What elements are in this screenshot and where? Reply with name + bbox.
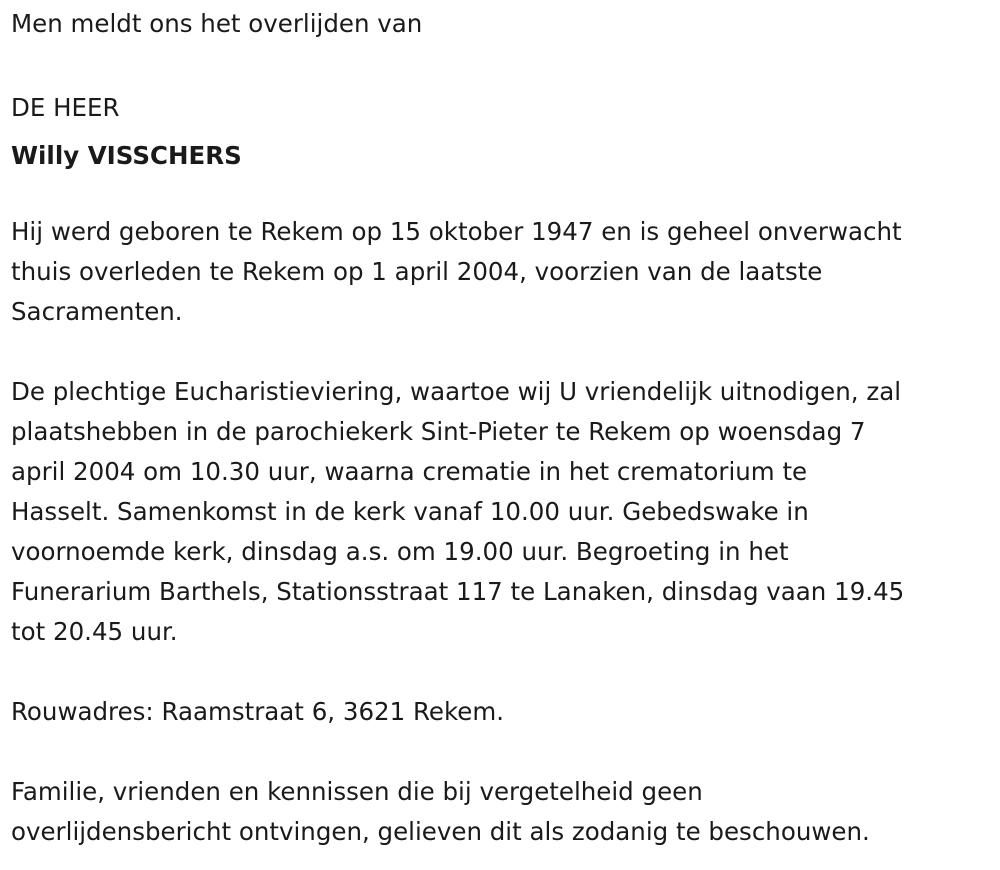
spacer: [11, 732, 986, 772]
death-notice: [11, 4, 986, 852]
ceremony-paragraph: De plechtige Eucharistieviering, waartoe wij U vriendelijk uitnodigen, zal plaatshebben in de parochiekerk Sint-Pieter te Rekem op woensdag 7 april 2004 om 10.30 uur, waarna crematie in het crematorium te Hasselt. Samenkomst in de kerk vanaf 10.00 uur. Gebedswake in voornoemde kerk, dinsdag a.s. om 19.00 uur. Begroeting in het Funerarium Barthels, Stationsstraat 117 te Lanaken, dinsdag vaan 19.45 tot 20.45 uur.: [11, 377, 905, 646]
deceased-name: Willy VISSCHERS: [11, 141, 242, 170]
honorific: DE HEER: [11, 93, 120, 122]
closing-paragraph: Familie, vrienden en kennissen die bij vergetelheid geen overlijdensbericht ontvingen, gelieven dit als zodanig te beschouwen.: [11, 777, 870, 846]
spacer: [11, 44, 986, 84]
intro-line: Men meldt ons het overlijden van: [11, 9, 423, 38]
birth-death-paragraph: Hij werd geboren te Rekem op 15 oktober 1947 en is geheel onverwacht thuis overleden te Rekem op 1 april 2004, voorzien van de laatste Sacramenten.: [11, 217, 902, 326]
mourning-address: Rouwadres: Raamstraat 6, 3621 Rekem.: [11, 697, 505, 726]
spacer: [11, 652, 986, 692]
spacer: [11, 180, 986, 212]
spacer: [11, 332, 986, 372]
